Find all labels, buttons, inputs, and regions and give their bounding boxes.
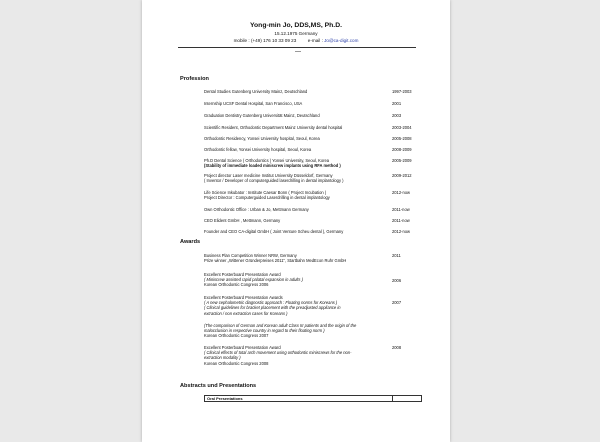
award-year: 2008: [392, 345, 402, 350]
profession-year: 2012-now: [392, 190, 410, 195]
profession-entry: [204, 136, 384, 141]
presentations-table: [204, 395, 422, 402]
header-divider: [178, 47, 416, 48]
profession-year: 2009-2012: [392, 173, 412, 178]
profession-entry: [204, 113, 384, 118]
table-header-oral-presentations: Oral Presentations: [205, 396, 393, 401]
entry-line: CEO Elident GmbH , Mettmann, Germany: [204, 218, 281, 223]
mobile-number: mobile : (+49) 176 10 33 09 23: [233, 38, 297, 43]
profession-entry: [204, 147, 384, 152]
section-profession-title: Profession: [180, 76, 209, 82]
entry-line: ( Miniscrew assisted rapid palatal expansion in adults ): [204, 277, 303, 283]
entry-line: (Stability of immediate loaded miniscrew implants using RFA method ): [204, 163, 341, 169]
profession-year: 2003: [392, 113, 402, 118]
profession-entry: [204, 158, 384, 168]
profession-entry: [204, 89, 384, 94]
section-abstracts-title: Abstracts und Presentations: [180, 383, 257, 389]
entry-line: Project Director : Computerguided Laserdrilling in dental implantology: [204, 195, 330, 201]
entry-line: extraction / non extraction cases for Koreans ): [204, 310, 288, 316]
profession-year: 2001: [392, 101, 402, 106]
entry-line: Founder and CEO CA-digital GmbH ( Joint Venture Scheu dental ), Germany: [204, 229, 344, 234]
entry-line: Own Orthodontic Office : Urban & Jo, Mettmann Germany: [204, 207, 309, 212]
email-link[interactable]: Jo@ca-digit.com: [324, 38, 359, 43]
entry-line: Scientific Resident, Orthodontic Department Mainz University dental hospital: [204, 125, 343, 130]
cv-page: [142, 0, 450, 442]
profession-year: 2011-now: [392, 218, 410, 223]
profession-year: 2008-2009: [392, 147, 412, 152]
entry-line: ( Inventor / Developer of computerguided laserdrilling in dental implantology ): [204, 178, 344, 184]
award-entry: [204, 295, 384, 316]
profession-year: 2012-now: [392, 229, 410, 234]
entry-line: ( Clinical effects of total arch movement using orthodontic miniscrews for the non-: [204, 350, 352, 356]
entry-line: malocclusion in respective country in regard to their floating norm ): [204, 328, 325, 334]
entry-line: Life Science Inkubator : Institute Caesar Bonn ( Project Incubation ): [204, 190, 327, 195]
profession-entry: [204, 125, 384, 130]
profession-entry: [204, 207, 384, 212]
person-name: Yong-min Jo, DDS,MS, Ph.D.: [249, 22, 342, 29]
profession-entry: [204, 101, 384, 106]
award-year: 2007: [392, 300, 402, 305]
entry-line: Graduation Dentistry Gutenberg Universität Mainz, Deutschland: [204, 113, 320, 118]
entry-line: (The comparison of German and Korean adult Class III patients and the origin of the: [204, 323, 357, 328]
header-dash: [295, 51, 301, 52]
entry-line: ( A new cephalometric diagnostic approach : Floating norms for Koreans ): [204, 300, 338, 306]
entry-line: Orthodontic fellow, Yonsei University hospital, Seoul, Korea: [204, 147, 312, 152]
entry-line: Excellent Posterboard Presentation Award: [204, 272, 281, 277]
entry-line: extraction modality ): [204, 355, 241, 361]
birth-info: 15.12.1975 Germany: [274, 31, 318, 36]
entry-line: Excellent Posterboard Presentation Award: [204, 345, 281, 350]
profession-entry: [204, 190, 384, 200]
entry-line: Orthodontic Residency, Yonsei University hospital, Seoul, Korea: [204, 136, 320, 141]
award-entry: [204, 253, 384, 263]
entry-line: Prize winner „Wittener Gründerpreises 2011“, Startbahn MedEcon Ruhr GmbH: [204, 258, 347, 264]
profession-year: 1997-2003: [392, 89, 412, 94]
profession-entry: [204, 173, 384, 183]
entry-line: Korean Orthodontic Congress 2006: [204, 282, 269, 288]
table-header-empty-cell: [393, 396, 421, 401]
section-awards-title: Awards: [180, 239, 201, 245]
award-entry: [204, 345, 384, 366]
profession-year: 2011-now: [392, 207, 410, 212]
entry-line: Project director Laser medicine Institut University Düsseldorf, Germany: [204, 173, 333, 178]
entry-line: Korean Orthodontic Congress 2008: [204, 360, 269, 366]
award-year: 2011: [392, 253, 401, 258]
profession-year: 2003-2004: [392, 125, 412, 130]
email-label: e-mail :: [307, 38, 323, 43]
profession-year: 2005-2009: [392, 158, 412, 163]
entry-line: ( Clinical guidelines for bracket placement with the preadjusted appliance in: [204, 305, 341, 311]
entry-line: Ph.D Dental Science ( Orthodontics ) Yonsei University, Seoul, Korea: [204, 158, 330, 163]
entry-line: Dental Studies Gutenberg University Mainz, Deutschland: [204, 89, 308, 94]
profession-year: 2005-2008: [392, 136, 412, 141]
award-entry: [204, 272, 384, 288]
profession-entry: [204, 229, 384, 234]
entry-line: Excellent Posterboard Presentation Awards: [204, 295, 283, 300]
profession-entry: [204, 218, 384, 223]
entry-line: Business Plan Competition Winner NRW, Germany: [204, 253, 297, 258]
award-entry: [204, 323, 384, 339]
award-year: 2006: [392, 278, 402, 283]
entry-line: Korean Orthodontic Congress 2007: [204, 333, 269, 339]
entry-line: Internship UCSF Dental Hospital, San Francisco, USA: [204, 101, 303, 106]
contact-line: [142, 38, 450, 43]
